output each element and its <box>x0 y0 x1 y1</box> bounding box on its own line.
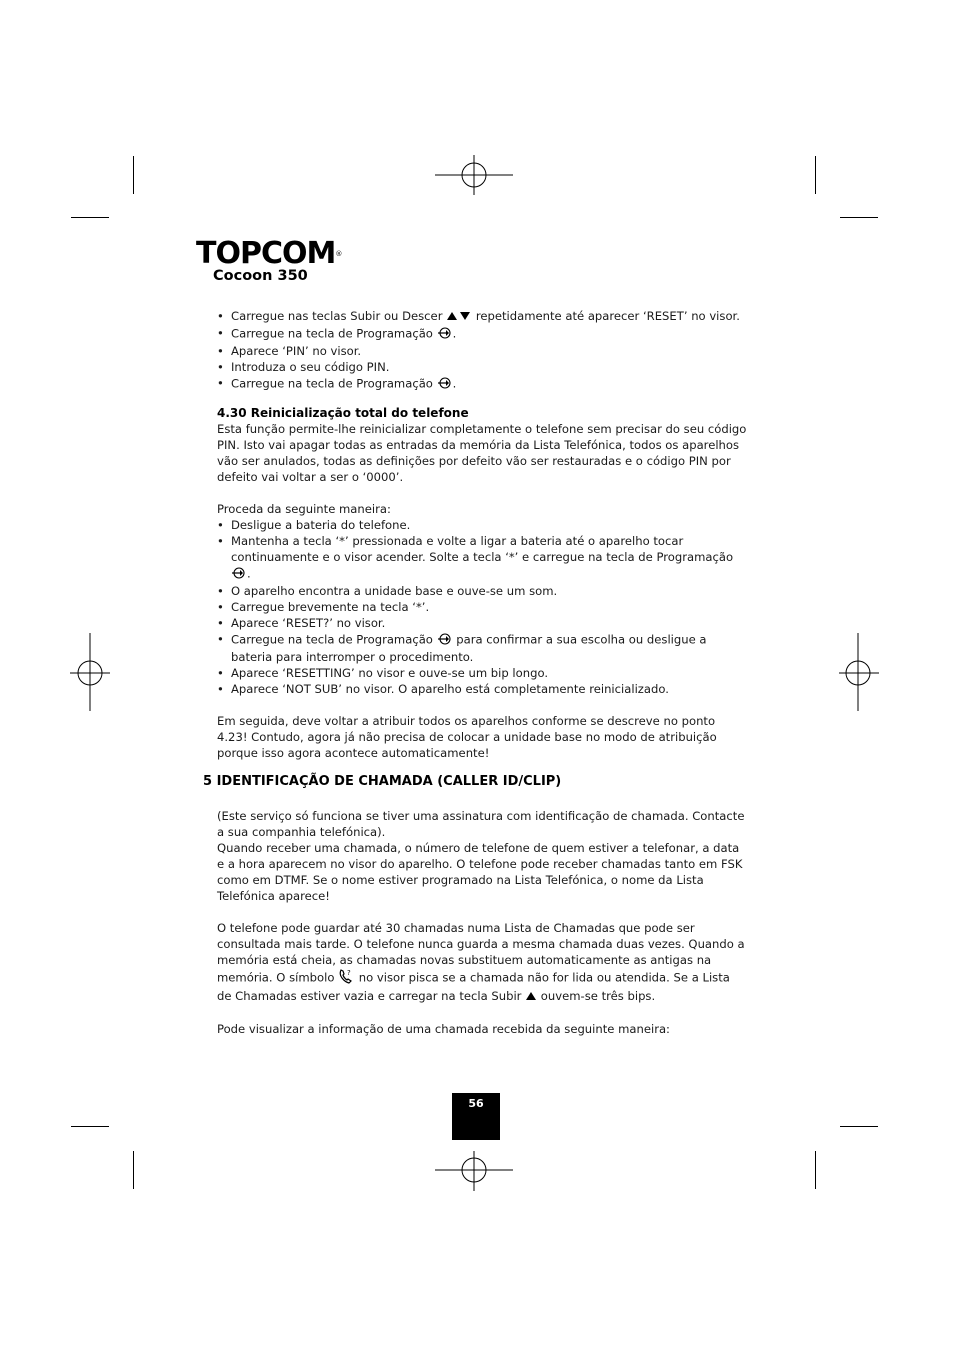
list-item-text: Carregue na tecla de Programação <box>231 376 437 390</box>
list-item-text: Carregue na tecla de Programação <box>231 326 437 340</box>
list-item <box>217 615 747 631</box>
model-name: Cocoon 350 <box>213 268 308 284</box>
list-item-text: Carregue na tecla de Programação <box>231 632 437 647</box>
brand-name: TOPCOM <box>196 236 336 271</box>
section-intro: Esta função permite-lhe reinicializar completamente o telefone sem precisar do seu código PIN. Isto vai apagar todas as entradas da memória da Lista Telefónica, todos os aparelhos vão ser anulados, todas as definições por defeito vão ser restauradas e o código PIN por defeito vai voltar a ser o ‘0000’. <box>217 422 747 484</box>
text-span: O telefone pode guardar até 30 chamadas numa Lista de Chamadas que pode ser consultada mais tarde. O telefone nunca guarda a mesma chamada duas vezes. Quando a memória está cheia, as chamadas novas substituem automaticamente as antigas na memória. O símbolo <box>217 921 745 985</box>
list-item-text: Aparece ‘RESETTING’ no visor e ouve-se um bip longo. <box>231 666 549 680</box>
list-item-text: Desligue a bateria do telefone. <box>231 518 411 532</box>
topcom-logo <box>196 238 341 270</box>
list-item-text: Aparece ‘NOT SUB’ no visor. O aparelho está completamente reinicializado. <box>231 682 669 696</box>
registration-mark <box>70 633 110 713</box>
list-item <box>217 375 747 393</box>
program-key-icon <box>437 375 453 393</box>
crop-mark <box>815 1151 816 1189</box>
text-span: no visor pisca se a chamada não for lida ou atendida. Se a Lista de Chamadas estiver vazia e carregar na tecla Subir <box>217 970 730 1003</box>
crop-mark <box>840 1126 878 1127</box>
registration-mark <box>435 1151 515 1191</box>
section-5 <box>217 808 747 1037</box>
list-item-text: Carregue brevemente na tecla ‘*’. <box>231 600 430 614</box>
list-item <box>217 359 747 375</box>
missed-call-icon <box>338 968 355 988</box>
registered-mark: ® <box>335 250 342 258</box>
list-item-text: para confirmar a sua escolha ou desligue a bateria para interromper o procedimento. <box>231 632 707 664</box>
list-item <box>217 583 747 599</box>
text-span: ouvem-se três bips. <box>537 989 656 1003</box>
registration-mark <box>839 633 879 713</box>
list-item <box>217 599 747 615</box>
crop-mark <box>71 217 109 218</box>
list-item-text: O aparelho encontra a unidade base e ouve-se um som. <box>231 584 558 598</box>
program-key-icon <box>231 565 247 583</box>
list-item <box>217 631 747 665</box>
program-key-icon <box>437 325 453 343</box>
crop-mark <box>133 156 134 194</box>
page-number: 56 <box>452 1093 500 1140</box>
list-item <box>217 325 747 343</box>
list-item-text: . <box>452 326 457 340</box>
list-item-text: Introduza o seu código PIN. <box>231 359 390 374</box>
section-4-30 <box>217 405 747 761</box>
crop-mark <box>133 1151 134 1189</box>
list-1 <box>217 308 747 393</box>
crop-mark <box>71 1126 109 1127</box>
list-item-text: . <box>452 376 457 390</box>
list-item <box>217 681 747 697</box>
paragraph: (Este serviço só funciona se tiver uma assinatura com identificação de chamada. Contacte a sua companhia telefónica). <box>217 809 745 839</box>
crop-mark <box>840 217 878 218</box>
paragraph <box>217 920 747 1005</box>
list-item-text: Aparece ‘RESET?’ no visor. <box>231 616 386 630</box>
registration-mark <box>435 155 515 195</box>
list-item <box>217 665 747 681</box>
list-item-text: Mantenha a tecla ‘*’ pressionada e volte a ligar a bateria até o aparelho tocar continuamente e o visor acender. Solte a tecla ‘*’ e carregue na tecla de Programação <box>231 534 734 564</box>
closing-paragraph: Em seguida, deve voltar a atribuir todos os aparelhos conforme se descreve no ponto 4.23! Contudo, agora já não precisa de colocar a unidade base no modo de atribuição porque isso agora acontece automaticamente! <box>217 714 717 760</box>
list-item-text: repetidamente até aparecer ‘RESET’ no visor. <box>472 309 740 323</box>
chapter-heading: 5 IDENTIFICAÇÃO DE CHAMADA (CALLER ID/CLIP) <box>203 774 562 789</box>
list-item <box>217 517 747 533</box>
list-item <box>217 308 747 325</box>
program-key-icon <box>437 631 453 649</box>
list-item <box>217 533 747 583</box>
paragraph: Pode visualizar a informação de uma chamada recebida da seguinte maneira: <box>217 1021 670 1036</box>
list-item <box>217 343 747 359</box>
crop-mark <box>815 156 816 194</box>
procedure-label: Proceda da seguinte maneira: <box>217 502 391 516</box>
up-down-arrows-icon <box>446 309 472 325</box>
list-item-text: Aparece ‘PIN’ no visor. <box>231 343 362 358</box>
section-heading: 4.30 Reinicialização total do telefone <box>217 406 469 420</box>
up-arrow-icon <box>525 989 537 1005</box>
list-item-text: Carregue nas teclas Subir ou Descer <box>231 309 447 323</box>
list-item-text: . <box>247 566 251 581</box>
svg-text:?: ? <box>347 969 351 977</box>
paragraph: Quando receber uma chamada, o número de telefone de quem estiver a telefonar, a data e a hora aparecem no visor do aparelho. O telefone pode receber chamadas tanto em FSK como em DTMF. Se o nome estiver programado na Lista Telefónica, o nome da Lista Telefónica aparece! <box>217 841 743 903</box>
